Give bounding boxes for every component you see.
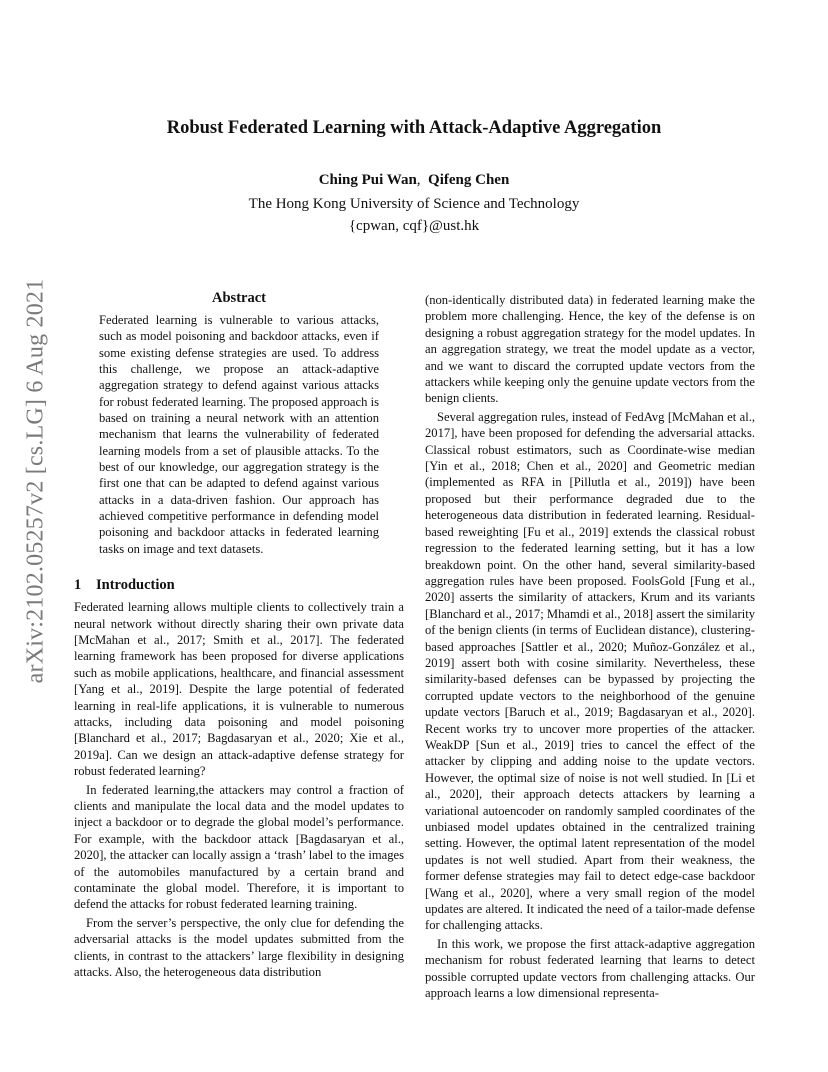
- paper-title: Robust Federated Learning with Attack-Adaptive Aggregation: [166, 118, 662, 138]
- paragraph: In federated learning,the attackers may control a fraction of clients and manipulate the local data and the model updates to inject a backdoor or to degrade the global model’s performance. For example, with the backdoor attack [Bagdasaryan et al., 2020], the attacker can locally assign a ‘trash’ label to the images of the automobiles manufactured by a certain brand and contaminate the global model. Therefore, it is important to defend the attacks for robust federated learning training.: [74, 782, 404, 912]
- section-title: Introduction: [96, 577, 175, 594]
- arxiv-identifier-text: arXiv:2102.05257v2 [cs.LG] 6 Aug 2021: [22, 278, 49, 684]
- right-column: [425, 292, 755, 1001]
- author-list: [74, 172, 754, 189]
- section-heading: [74, 577, 404, 594]
- arxiv-identifier: [8, 278, 64, 684]
- paragraph: In this work, we propose the first attack-adaptive aggregation mechanism for robust federated learning that learns to detect possible corrupted update vectors from challenging attacks. Our approach learns a low dimensional representa-: [425, 936, 755, 1001]
- paragraph: Federated learning allows multiple clients to collectively train a neural network without directly sharing their own private data [McMahan et al., 2017; Smith et al., 2017]. The federated learning framework has been proposed for diverse applications such as mobile applications, healthcare, and financial assessment [Yang et al., 2019]. Despite the large potential of federated learning in real-life applications, it is vulnerable to numerous attacks, including data poisoning and model poisoning [Blanchard et al., 2017; Bagdasaryan et al., 2020; Xie et al., 2019a]. Can we design an attack-adaptive defense strategy for robust federated learning?: [74, 600, 404, 779]
- author-separator: ,: [416, 172, 421, 188]
- affiliation: The Hong Kong University of Science and Technology: [248, 196, 580, 212]
- section-number: 1: [74, 577, 82, 594]
- paragraph: (non-identically distributed data) in federated learning make the problem more challenging. Hence, the key of the defense is on designing a robust aggregation strategy for the model updates. In an aggregation strategy, we treat the model update as a vector, and we want to discard the corrupted update vectors from the attackers while keeping only the genuine update vectors from the benign clients.: [425, 293, 755, 406]
- abstract-text: Federated learning is vulnerable to various attacks, such as model poisoning and backdoor attacks, even if some existing defense strategies are used. To address this challenge, we propose an attack-adaptive aggregation strategy to defend against various attacks for robust federated learning. The proposed approach is based on training a neural network with an attention mechanism that learns the vulnerability of federated learning models from a set of plausible attacks. To the best of our knowledge, our aggregation strategy is the first one that can be adapted to defend against various attacks in a data-driven fashion. Our approach has achieved competitive performance in defending model poisoning and backdoor attacks in federated learning tasks on image and text datasets.: [99, 313, 379, 556]
- left-column: [74, 290, 404, 981]
- author-name: Qifeng Chen: [428, 172, 510, 188]
- author-email: {cpwan, cqf}@ust.hk: [348, 218, 480, 234]
- paragraph: From the server’s perspective, the only clue for defending the adversarial attacks is the model updates submitted from the clients, in contrast to the attackers’ large flexibility in designing attacks. Also, the heterogeneous data distribution: [74, 915, 404, 980]
- abstract-heading: Abstract: [212, 290, 266, 306]
- paragraph: Several aggregation rules, instead of FedAvg [McMahan et al., 2017], have been proposed for defending the adversarial attacks. Classical robust estimators, such as Coordinate-wise median [Yin et al., 2018; Chen et al., 2020] and Geometric median (implemented as RFA in [Pillutla et al., 2019]) have been proposed but their performance degraded due to the heterogeneous data distribution in federated learning. Residual-based reweighting [Fu et al., 2019] extends the classical robust regression to the federated learning setting, but it has a low breakdown point. On the other hand, several similarity-based aggregation rules have been proposed. FoolsGold [Fung et al., 2020] asserts the similarity of attackers, Krum and its variants [Blanchard et al., 2017; Mhamdi et al., 2018] assert the similarity of the benign clients (in terms of Euclidean distance), clustering-based approaches [Sattler et al., 2020; Muñoz-González et al., 2019] assert both with cosine similarity. Nevertheless, these similarity-based defenses can be bypassed by projecting the corrupted update vectors to the neighborhood of the genuine update vectors [Baruch et al., 2019; Bagdasaryan et al., 2020]. Recent works try to uncover more properties of the attacker. WeakDP [Sun et al., 2019] tries to cancel the effect of the attacker by clipping and adding noise to the update vectors. However, the optimal size of noise is not well studied. In [Li et al., 2020], their approach detects attackers by learning a variational autoencoder on randomly sampled coordinates of the unbiased model updates obtained in the centralized training setting. However, the optimal latent representation of the model updates is not well studied. Apart from their weakness, the former defense strategies may fail to detect edge-case backdoor [Wang et al., 2020], where a very small region of the model updates are altered. It indicated the need of a tailor-made defense for challenging attacks.: [425, 409, 755, 933]
- author-name: Ching Pui Wan: [318, 172, 417, 188]
